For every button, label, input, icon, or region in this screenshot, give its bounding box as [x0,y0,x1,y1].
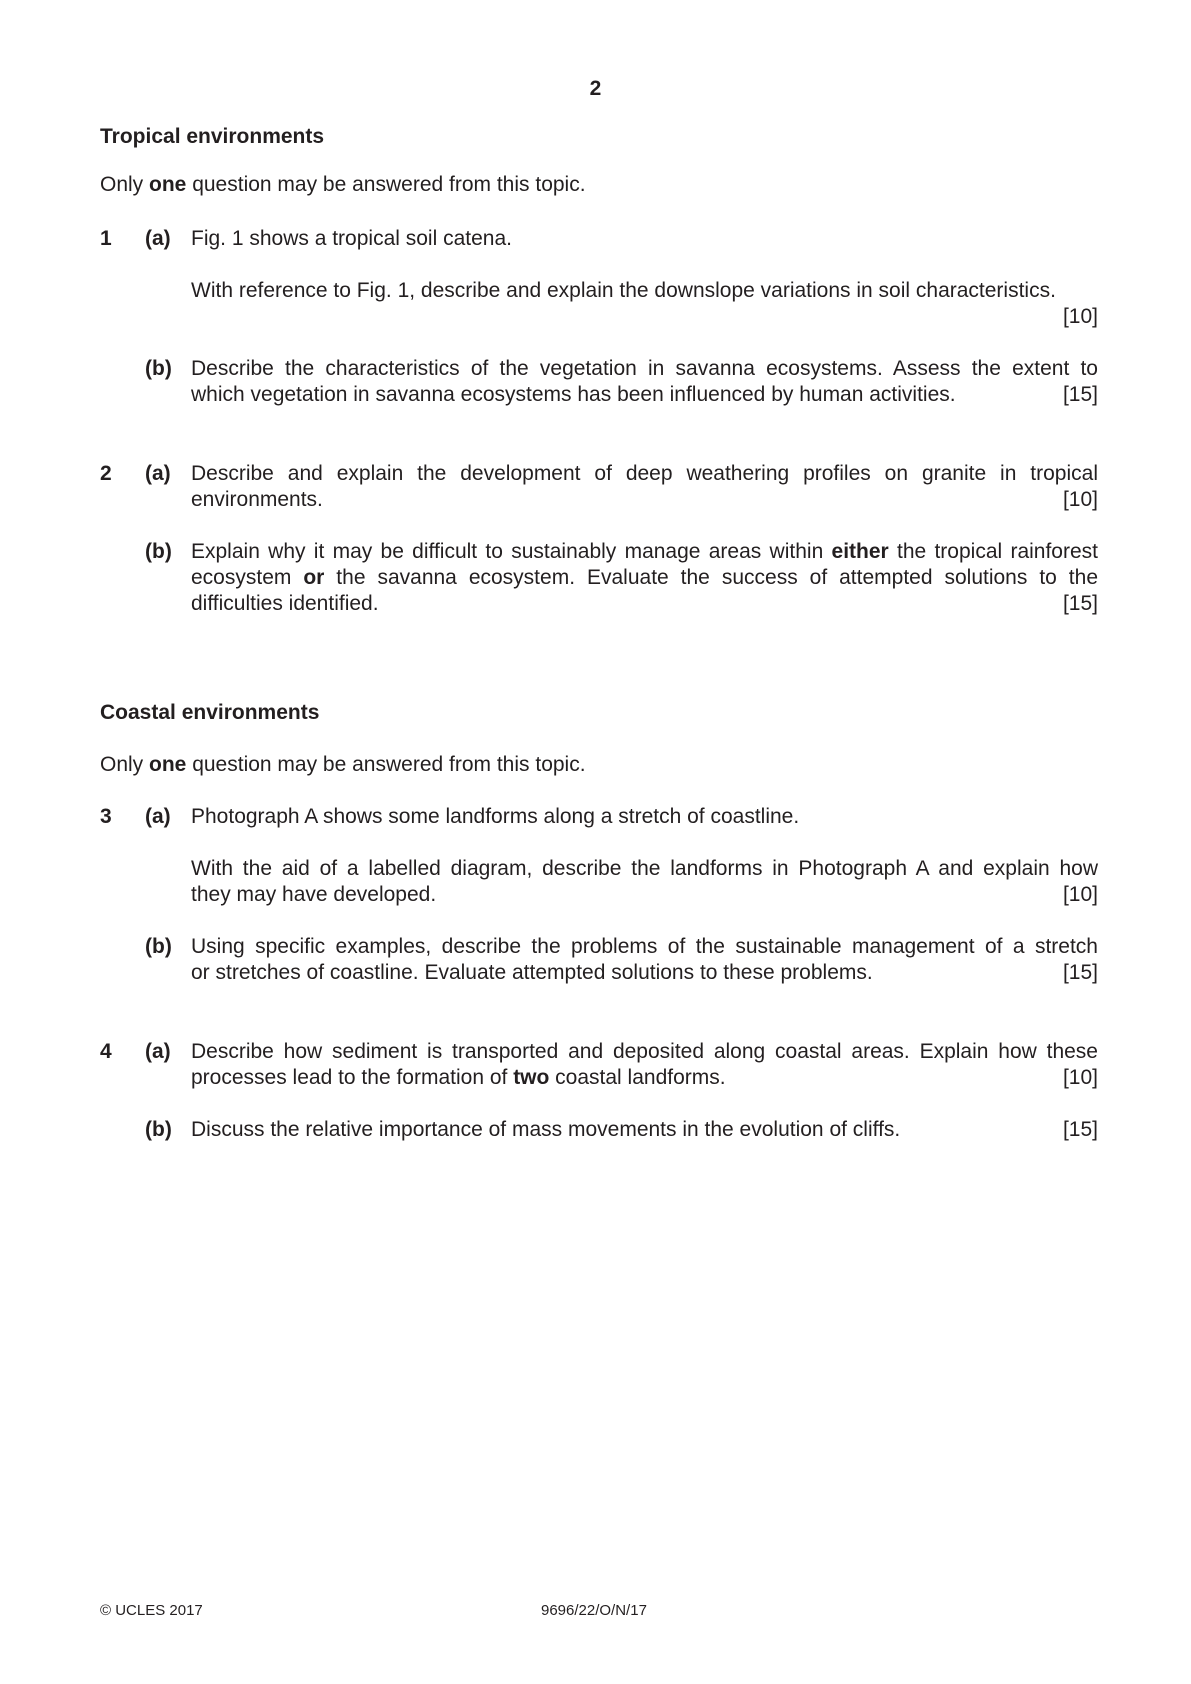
text-run-bold: either [831,540,889,563]
q1-part-b-line1: Describe the characteristics of the vegetation in savanna ecosystems. Assess the extent to [191,357,1098,380]
text-run: Explain why it may be difficult to sustainably manage areas within [191,540,832,563]
q3-part-a-marks: [10] [1062,883,1098,906]
footer-copyright: © UCLES 2017 [100,1602,203,1619]
q2-part-b-marks: [15] [1062,592,1098,615]
instruction-text: Only [100,753,150,776]
q4-part-b-line1-row [191,1117,1098,1143]
q4-part-b-line1: Discuss the relative importance of mass movements in the evolution of cliffs. [191,1118,901,1141]
section-heading-coastal: Coastal environments [100,701,320,724]
q4-part-b-text [191,1117,1098,1143]
q4-part-b-marks: [15] [1062,1118,1098,1141]
q4-part-a-marks: [10] [1062,1066,1098,1089]
question-number-1: 1 [100,227,112,250]
q3-part-b-line2: or stretches of coastline. Evaluate attempted solutions to these problems. [191,961,873,984]
text-run-bold: two [513,1066,550,1089]
instruction-bold: one [149,173,187,196]
q4-part-a-text [191,1039,1098,1091]
q2-part-a-line2: environments. [191,488,323,511]
instruction-text: question may be answered from this topic. [186,753,586,776]
q2-part-a-marks: [10] [1062,488,1098,511]
text-run: processes lead to the formation of [191,1066,514,1089]
instruction-text: question may be answered from this topic. [186,173,586,196]
q3-part-a-line2: they may have developed. [191,883,437,906]
q3-part-a-label: (a) [145,805,171,828]
instruction-bold: one [149,753,187,776]
q2-part-b-line1 [191,539,1098,565]
question-number-2: 2 [100,462,112,485]
text-run: ecosystem [191,566,304,589]
q1-part-b-line2: which vegetation in savanna ecosystems has been influenced by human activities. [191,383,956,406]
section-instruction-tropical [100,172,586,198]
question-number-3: 3 [100,805,112,828]
section-instruction-coastal [100,752,586,778]
q2-part-a-line2-row [191,487,1098,513]
q3-part-a-line1: With the aid of a labelled diagram, describe the landforms in Photograph A and explain how [191,857,1098,880]
q3-part-b-text [191,934,1098,986]
q3-part-a-line2-row [191,882,1098,908]
q3-part-a-text [191,856,1098,908]
q2-part-a-label: (a) [145,462,171,485]
q2-part-b-line2 [191,565,1098,591]
q1-part-a-text2: With reference to Fig. 1, describe and explain the downslope variations in soil characteristics. [191,279,1056,302]
q3-part-b-label: (b) [145,935,172,958]
instruction-text: Only [100,173,150,196]
footer-paper-code: 9696/22/O/N/17 [541,1602,647,1619]
q4-part-a-line1: Describe how sediment is transported and deposited along coastal areas. Explain how these [191,1040,1098,1063]
q3-part-a-text1: Photograph A shows some landforms along a stretch of coastline. [191,805,800,828]
q1-part-b-marks: [15] [1062,383,1098,406]
page-number: 2 [589,77,602,100]
q2-part-b-label: (b) [145,540,172,563]
text-run: coastal landforms. [549,1066,726,1089]
text-run: the savanna ecosystem. Evaluate the success of attempted solutions to the [324,566,1098,589]
section-heading-tropical: Tropical environments [100,125,325,148]
question-number-4: 4 [100,1040,112,1063]
q4-part-a-line2-row [191,1065,1098,1091]
q2-part-b-line3-row [191,591,1098,617]
q3-part-b-marks: [15] [1062,961,1098,984]
q1-part-b-line2-row [191,382,1098,408]
text-run: the tropical rainforest [888,540,1098,563]
q4-part-a-line2 [191,1065,726,1091]
q4-part-a-label: (a) [145,1040,171,1063]
q3-part-b-line1: Using specific examples, describe the problems of the sustainable management of a stretch [191,935,1098,958]
q2-part-a-line1: Describe and explain the development of deep weathering profiles on granite in tropical [191,462,1098,485]
q1-part-a-text1: Fig. 1 shows a tropical soil catena. [191,227,512,250]
q2-part-b-line3: difficulties identified. [191,592,379,615]
q4-part-b-label: (b) [145,1118,172,1141]
q1-part-a-marks: [10] [1062,305,1098,328]
q1-part-b-text [191,356,1098,408]
q3-part-b-line2-row [191,960,1098,986]
text-run-bold: or [303,566,325,589]
q2-part-a-text [191,461,1098,513]
q1-part-a-label: (a) [145,227,171,250]
q1-part-b-label: (b) [145,357,172,380]
q2-part-b-text [191,539,1098,617]
